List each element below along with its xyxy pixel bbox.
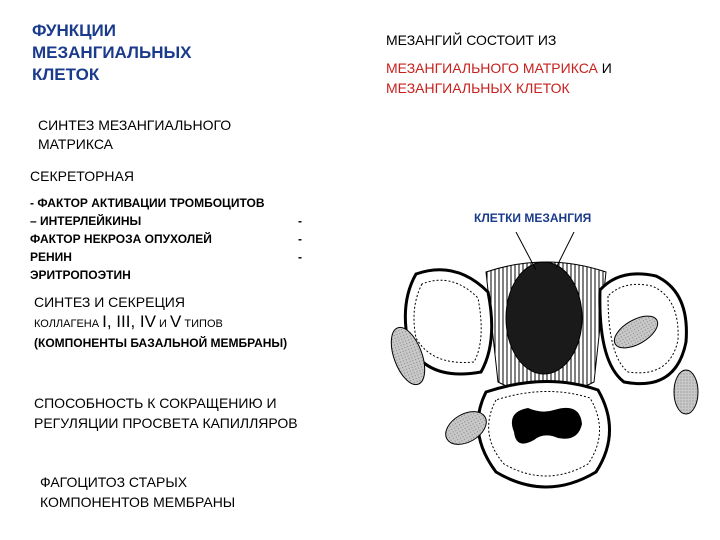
podocyte xyxy=(674,370,698,414)
list-item-text: - ФАКТОР АКТИВАЦИИ ТРОМБОЦИТОВ xyxy=(30,196,265,210)
collagen-block xyxy=(34,292,223,334)
list-item xyxy=(30,230,302,248)
matrix-highlight: МЕЗАНГИАЛЬНОГО МАТРИКСА xyxy=(386,60,598,76)
list-item xyxy=(30,194,302,212)
title-line: ФУНКЦИИ xyxy=(32,21,116,40)
list-item-text: – ИНТЕРЛЕЙКИНЫ xyxy=(30,214,142,228)
slide-title xyxy=(32,20,191,86)
contraction-line: РЕГУЛЯЦИИ ПРОСВЕТА КАПИЛЛЯРОВ xyxy=(34,415,298,431)
basal-membrane-note: (КОМПОНЕНТЫ БАЗАЛЬНОЙ МЕМБРАНЫ) xyxy=(34,336,288,350)
matrix-synthesis-line: МАТРИКСА xyxy=(38,136,113,152)
collagen-type5: V xyxy=(170,312,182,331)
title-line: КЛЕТОК xyxy=(32,65,100,84)
collagen-and: И xyxy=(155,318,171,330)
glomerulus-diagram xyxy=(386,232,710,508)
secretory-heading: СЕКРЕТОРНАЯ xyxy=(30,168,134,184)
composition-connector: И xyxy=(597,60,612,76)
composition-line1: МЕЗАНГИЙ СОСТОИТ ИЗ xyxy=(386,32,557,48)
phagocytosis-line: КОМПОНЕНТОВ МЕМБРАНЫ xyxy=(40,494,236,510)
matrix-synthesis-line: СИНТЕЗ МЕЗАНГИАЛЬНОГО xyxy=(38,117,232,133)
contraction-line: СПОСОБНОСТЬ К СОКРАЩЕНИЮ И xyxy=(34,395,277,411)
title-line: МЕЗАНГИАЛЬНЫХ xyxy=(32,43,192,62)
list-item-text: РЕНИН xyxy=(30,250,72,264)
matrix-synthesis-heading xyxy=(38,116,231,154)
composition-line2 xyxy=(386,58,612,78)
list-item-text: ЭРИТРОПОЭТИН xyxy=(30,268,131,282)
list-item xyxy=(30,266,302,284)
secretory-list xyxy=(30,194,302,284)
list-item xyxy=(30,212,302,230)
composition-line3: МЕЗАНГИАЛЬНЫХ КЛЕТОК xyxy=(386,80,570,96)
phagocytosis-line: ФАГОЦИТОЗ СТАРЫХ xyxy=(40,474,188,490)
phagocytosis-block xyxy=(40,472,235,512)
contraction-block xyxy=(34,393,298,433)
collagen-line1: СИНТЕЗ И СЕКРЕЦИЯ xyxy=(34,294,185,310)
list-item-dash: - xyxy=(298,232,302,246)
list-item xyxy=(30,248,302,266)
list-item-dash: - xyxy=(298,214,302,228)
mesangial-cells-label: КЛЕТКИ МЕЗАНГИЯ xyxy=(474,211,592,225)
collagen-suffix: ТИПОВ xyxy=(181,318,223,330)
collagen-line2 xyxy=(34,312,223,334)
list-item-text: ФАКТОР НЕКРОЗА ОПУХОЛЕЙ xyxy=(30,232,212,246)
collagen-types: I, III, IV xyxy=(102,312,156,331)
mesangium-composition xyxy=(386,30,612,98)
collagen-prefix: КОЛЛАГЕНА xyxy=(34,318,103,330)
mesangial-cell xyxy=(506,262,582,374)
list-item-dash: - xyxy=(298,250,302,264)
